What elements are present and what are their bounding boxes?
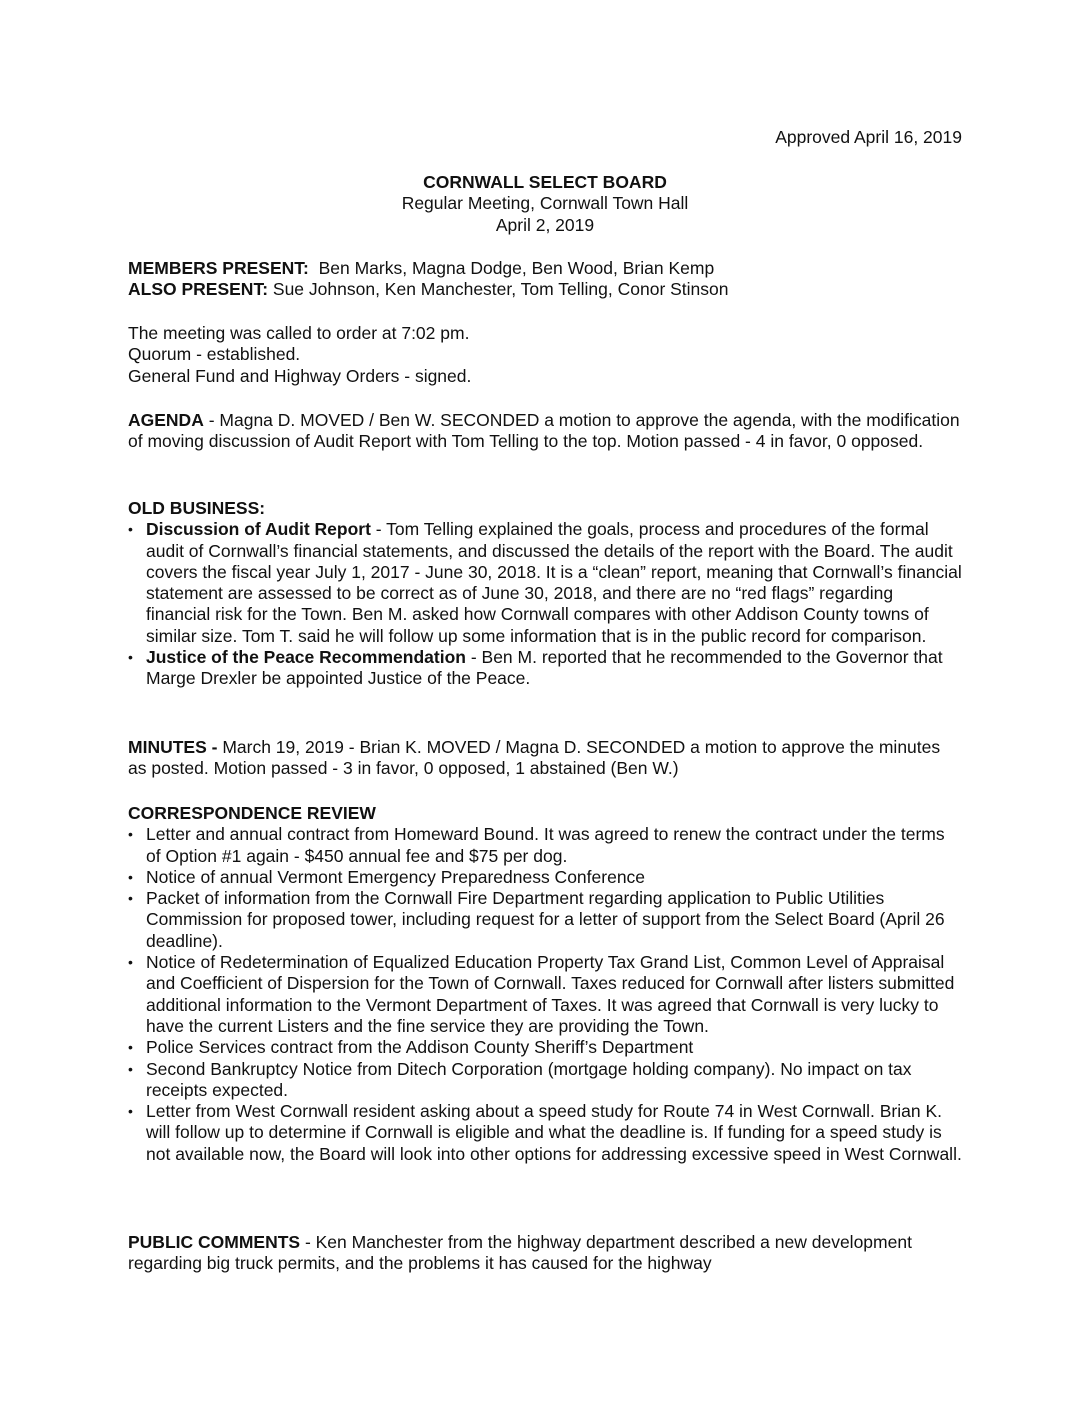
correspondence-heading: CORRESPONDENCE REVIEW	[128, 803, 376, 823]
also-present-line	[128, 279, 962, 300]
also-present-names: Sue Johnson, Ken Manchester, Tom Telling, Conor Stinson	[272, 279, 729, 300]
list-item	[128, 1059, 962, 1102]
agenda-text: - Magna D. MOVED / Ben W. SECONDED a motion to approve the agenda, with the modification of moving discussion of Audit Report with Tom Telling to the top. Motion passed - 4 in favor, 0 opposed.	[128, 410, 960, 452]
old-business-list	[128, 519, 962, 689]
item-text: Notice of Redetermination of Equalized Education Property Tax Grand List, Common Level of Appraisal and Coefficient of Dispersion for the Town of Cornwall. Taxes reduced for Cornwall after listers submitted additional information to the Vermont Department of Taxes. It was agreed that Cornwall is very lucky to have the current Listers and the fine service they are providing the Town.	[146, 952, 955, 1036]
bullet-icon: •	[128, 868, 133, 885]
item-text: Police Services contract from the Addison County Sheriff’s Department	[146, 1037, 694, 1058]
bullet-icon: •	[128, 1060, 133, 1077]
item-text: Second Bankruptcy Notice from Ditech Corporation (mortgage holding company). No impact on tax receipts expected.	[146, 1058, 912, 1100]
list-item	[128, 1037, 962, 1058]
call-to-order-line: The meeting was called to order at 7:02 pm.	[128, 323, 470, 343]
item-text: Letter and annual contract from Homeward Bound. It was agreed to renew the contract under the terms of Option #1 again - $450 annual fee and $75 per dog.	[146, 824, 945, 866]
approval-note: Approved April 16, 2019	[775, 127, 962, 147]
public-comments-label: PUBLIC COMMENTS	[128, 1232, 301, 1252]
old-business-section	[128, 498, 962, 690]
list-item	[128, 519, 962, 647]
list-item	[128, 647, 962, 690]
list-item	[128, 952, 962, 1037]
agenda-label: AGENDA	[128, 410, 204, 430]
list-item	[128, 1101, 962, 1165]
bullet-icon: •	[128, 954, 133, 971]
list-item	[128, 824, 962, 867]
list-item	[128, 888, 962, 952]
bullet-icon: •	[128, 1039, 133, 1056]
agenda-section	[128, 410, 962, 453]
minutes-section	[128, 737, 962, 780]
item-text: Packet of information from the Cornwall Fire Department regarding application to Public Utilities Commission for proposed tower, including request for a letter of support from the Select Board (April 26 deadline).	[146, 888, 945, 951]
members-present-names: Ben Marks, Magna Dodge, Ben Wood, Brian Kemp	[318, 258, 715, 278]
item-text: - Tom Telling explained the goals, process and procedures of the formal audit of Cornwall’s financial statements, and discussed the details of the report with the Board. The audit covers the fiscal year July 1, 2017 - June 30, 2018. It is a “clean” report, meaning that Cornwall’s financial statement are assessed to be correct as of June 30, 2018, and there are no “red flags” regarding financial risk for the Town. Ben M. asked how Cornwall compares with other Addison County towns of similar size. Tom T. said he will follow up some information that is in the public record for comparison.	[146, 519, 962, 646]
public-comments-section	[128, 1232, 962, 1275]
bullet-icon: •	[128, 649, 133, 666]
item-label: Justice of the Peace Recommendation	[146, 647, 466, 668]
members-present-line	[128, 258, 962, 279]
bullet-icon: •	[128, 826, 133, 843]
opening-section	[128, 323, 962, 387]
item-label: Discussion of Audit Report	[146, 519, 371, 540]
correspondence-section	[128, 803, 962, 1165]
document-title: CORNWALL SELECT BOARD	[423, 172, 667, 192]
public-comments-text: - Ken Manchester from the highway department described a new development regarding big truck permits, and the problems it has caused for the highway	[128, 1232, 912, 1274]
attendance-section	[128, 258, 962, 301]
item-text: Notice of annual Vermont Emergency Preparedness Conference	[146, 866, 646, 887]
bullet-icon: •	[128, 521, 133, 538]
meeting-date: April 2, 2019	[495, 214, 595, 235]
members-present-label: MEMBERS PRESENT:	[128, 258, 309, 278]
orders-line: General Fund and Highway Orders - signed.	[128, 365, 472, 386]
bullet-icon: •	[128, 890, 133, 907]
old-business-heading: OLD BUSINESS:	[128, 498, 266, 518]
list-item	[128, 867, 962, 888]
quorum-line: Quorum - established.	[128, 344, 301, 365]
also-present-label: ALSO PRESENT:	[128, 279, 269, 300]
correspondence-list	[128, 824, 962, 1165]
minutes-text: March 19, 2019 - Brian K. MOVED / Magna D. SECONDED a motion to approve the minutes as posted. Motion passed - 3 in favor, 0 opposed, 1 abstained (Ben W.)	[128, 737, 941, 779]
minutes-label: MINUTES -	[128, 737, 218, 757]
meeting-subtitle: Regular Meeting, Cornwall Town Hall	[401, 193, 689, 214]
item-text: - Ben M. reported that he recommended to the Governor that Marge Drexler be appointed Justice of the Peace.	[146, 647, 943, 689]
item-text: Letter from West Cornwall resident asking about a speed study for Route 74 in West Cornwall. Brian K. will follow up to determine if Cornwall is eligible and what the deadline is. If funding for a speed study is not available now, the Board will look into other options for addressing excessive speed in West Cornwall.	[146, 1101, 962, 1164]
document-header	[128, 172, 962, 236]
bullet-icon: •	[128, 1103, 133, 1120]
